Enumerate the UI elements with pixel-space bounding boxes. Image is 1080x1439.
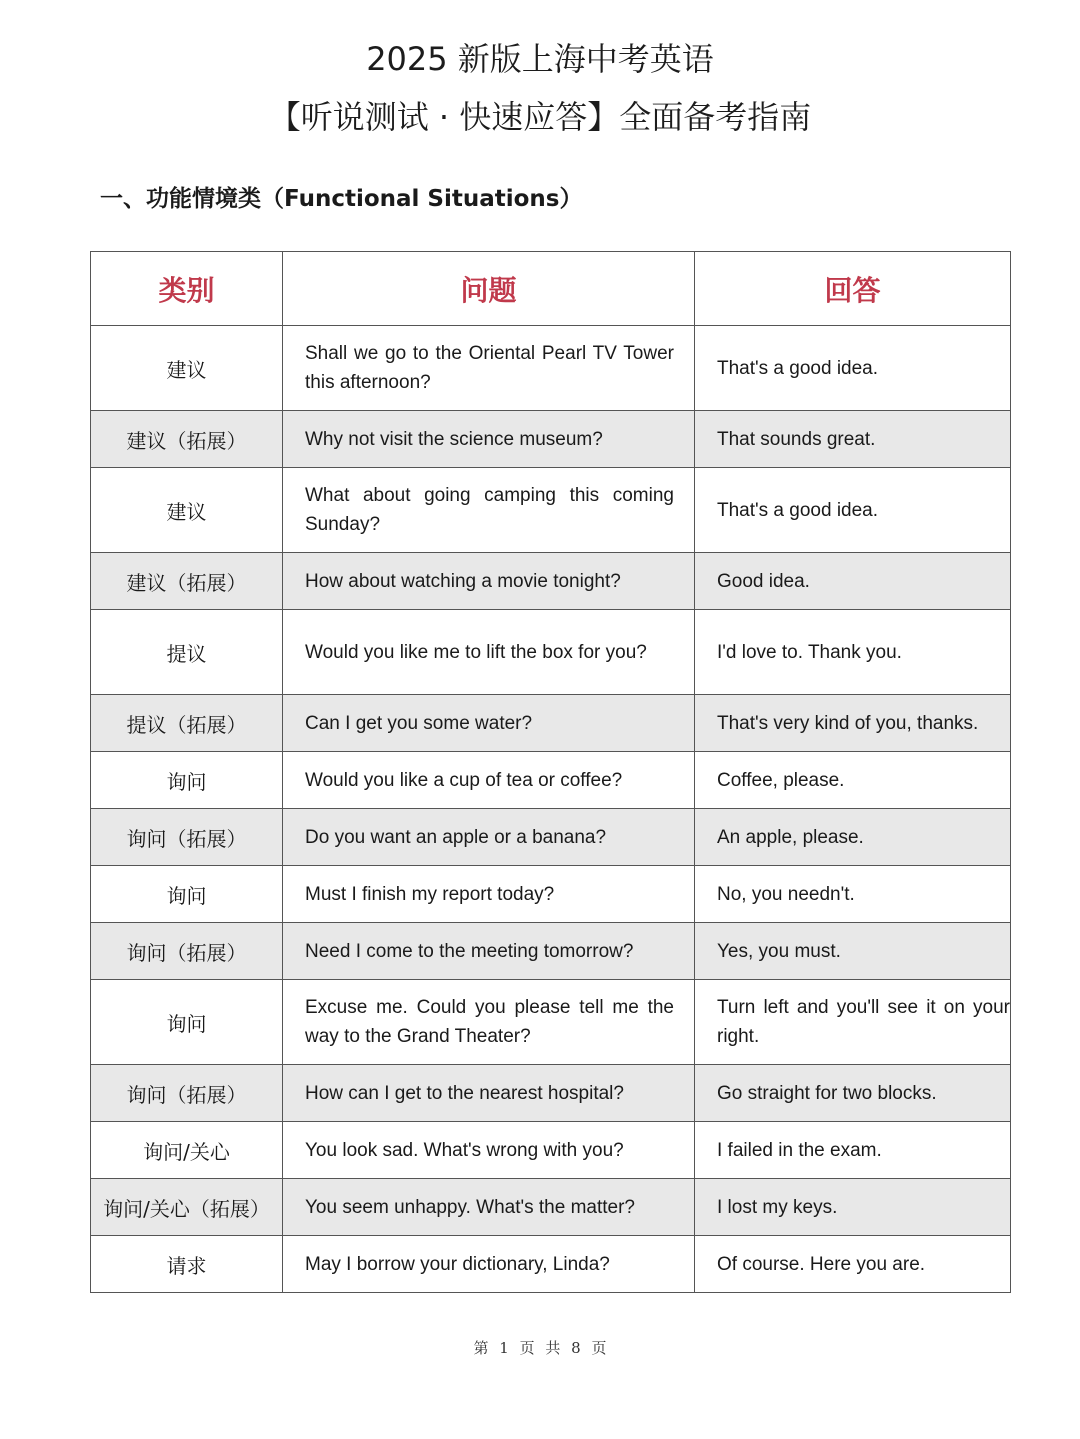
question-cell: What about going camping this coming Sunday?	[283, 468, 695, 553]
question-cell: You look sad. What's wrong with you?	[283, 1122, 695, 1179]
functional-situations-table-container	[90, 251, 1010, 1293]
table-row	[91, 923, 1011, 980]
question-cell: Need I come to the meeting tomorrow?	[283, 923, 695, 980]
table-row	[91, 468, 1011, 553]
answer-cell: Of course. Here you are.	[695, 1236, 1011, 1293]
table-row	[91, 610, 1011, 695]
question-cell: Would you like me to lift the box for you?	[283, 610, 695, 695]
question-cell: You seem unhappy. What's the matter?	[283, 1179, 695, 1236]
category-cell: 请求	[91, 1236, 283, 1293]
answer-cell: That sounds great.	[695, 411, 1011, 468]
table-row	[91, 695, 1011, 752]
answer-cell: Turn left and you'll see it on your right.	[695, 980, 1011, 1065]
question-cell: Why not visit the science museum?	[283, 411, 695, 468]
category-cell: 询问/关心	[91, 1122, 283, 1179]
table-row	[91, 1236, 1011, 1293]
answer-cell: An apple, please.	[695, 809, 1011, 866]
answer-cell: I lost my keys.	[695, 1179, 1011, 1236]
category-cell: 询问	[91, 980, 283, 1065]
table-row	[91, 1065, 1011, 1122]
question-cell: Would you like a cup of tea or coffee?	[283, 752, 695, 809]
category-cell: 提议（拓展）	[91, 695, 283, 752]
category-cell: 建议（拓展）	[91, 553, 283, 610]
category-cell: 询问（拓展）	[91, 809, 283, 866]
category-cell: 建议	[91, 326, 283, 411]
answer-cell: Yes, you must.	[695, 923, 1011, 980]
question-cell: Do you want an apple or a banana?	[283, 809, 695, 866]
table-header-row	[91, 252, 1011, 326]
question-cell: Excuse me. Could you please tell me the way to the Grand Theater?	[283, 980, 695, 1065]
table-row	[91, 809, 1011, 866]
table-row	[91, 553, 1011, 610]
category-cell: 询问	[91, 866, 283, 923]
table-row	[91, 411, 1011, 468]
question-cell: Can I get you some water?	[283, 695, 695, 752]
table-row	[91, 1179, 1011, 1236]
question-cell: May I borrow your dictionary, Linda?	[283, 1236, 695, 1293]
table-row	[91, 866, 1011, 923]
answer-cell: I'd love to. Thank you.	[695, 610, 1011, 695]
answer-cell: That's a good idea.	[695, 326, 1011, 411]
question-cell: Shall we go to the Oriental Pearl TV Tower this afternoon?	[283, 326, 695, 411]
table-row	[91, 980, 1011, 1065]
answer-cell: No, you needn't.	[695, 866, 1011, 923]
category-cell: 建议（拓展）	[91, 411, 283, 468]
question-cell: Must I finish my report today?	[283, 866, 695, 923]
section-heading: 一、功能情境类（Functional Situations）	[100, 186, 583, 212]
answer-cell: That's very kind of you, thanks.	[695, 695, 1011, 752]
page-number-footer: 第 1 页 共 8 页	[473, 1339, 607, 1357]
answer-cell: Go straight for two blocks.	[695, 1065, 1011, 1122]
question-cell: How about watching a movie tonight?	[283, 553, 695, 610]
answer-cell: I failed in the exam.	[695, 1122, 1011, 1179]
answer-cell: Good idea.	[695, 553, 1011, 610]
table-row	[91, 326, 1011, 411]
answer-cell: That's a good idea.	[695, 468, 1011, 553]
question-cell: How can I get to the nearest hospital?	[283, 1065, 695, 1122]
document-title-line-2: 【听说测试 · 快速应答】全面备考指南	[268, 98, 812, 136]
answer-cell: Coffee, please.	[695, 752, 1011, 809]
functional-situations-table	[90, 251, 1011, 1293]
category-cell: 提议	[91, 610, 283, 695]
category-cell: 询问/关心（拓展）	[91, 1179, 283, 1236]
document-title-line-1: 2025 新版上海中考英语	[366, 40, 714, 78]
table-row	[91, 1122, 1011, 1179]
category-cell: 询问（拓展）	[91, 923, 283, 980]
category-cell: 询问（拓展）	[91, 1065, 283, 1122]
category-cell: 建议	[91, 468, 283, 553]
column-header-question: 问题	[283, 252, 695, 326]
table-row	[91, 752, 1011, 809]
column-header-answer: 回答	[695, 252, 1011, 326]
category-cell: 询问	[91, 752, 283, 809]
column-header-category: 类别	[91, 252, 283, 326]
